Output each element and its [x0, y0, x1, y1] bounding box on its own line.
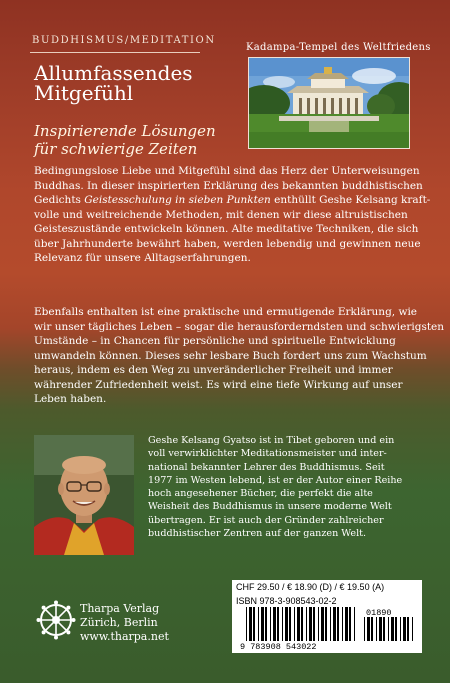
barcode-bar — [309, 607, 312, 641]
temple-photo — [248, 57, 410, 149]
barcode-bar — [364, 617, 365, 641]
barcode-bar — [333, 607, 336, 641]
text-line — [34, 193, 431, 208]
barcode-bar — [342, 607, 343, 641]
barcode-bar — [249, 607, 252, 641]
barcode-bar — [294, 607, 295, 641]
price-label: CHF 29.50 / € 18.90 (D) / € 19.50 (A) — [236, 582, 385, 592]
barcode-bar — [301, 607, 303, 641]
dharma-wheel-logo-icon — [36, 600, 76, 640]
description-paragraph-2 — [34, 305, 445, 407]
text-line: Geshe Kelsang Gyatso ist in Tibet geboren und ein — [148, 435, 395, 446]
barcode-main-digits: 9 783908 543022 — [240, 642, 317, 651]
text-line: Leben haben. — [34, 393, 107, 405]
barcode-bar — [345, 607, 348, 641]
barcode-bar — [313, 607, 315, 641]
text-line: hoch angesehener Bücher, die perfekt die alte — [148, 488, 373, 500]
barcode-bar — [391, 617, 394, 641]
book-title-line2: Mitgefühl — [34, 81, 134, 105]
price-barcode-box — [232, 580, 422, 653]
barcode-bar — [273, 607, 276, 641]
text-line: übertragen. Er ist auch der Gründer zahlreicher — [148, 514, 384, 526]
barcode-bar — [330, 607, 331, 641]
barcode-bar — [388, 617, 389, 641]
text-span: Gedichts — [34, 194, 85, 206]
publisher-city: Zürich, Berlin — [80, 616, 158, 629]
text-line: Relevanz für unsere Alltagserfahrungen. — [34, 252, 251, 264]
barcode-main-bars — [246, 607, 355, 641]
text-line: national bekannter Lehrer des Buddhismus. Seit — [148, 461, 385, 473]
barcode-bar — [412, 617, 413, 641]
barcode-bar — [285, 607, 288, 641]
book-subtitle-line2: für schwierige Zeiten — [34, 140, 198, 158]
category-label: BUDDHISMUS/MEDITATION — [32, 35, 216, 46]
barcode — [236, 607, 418, 651]
barcode-bar — [261, 607, 264, 641]
barcode-addon-digits: 01890 — [366, 608, 392, 618]
text-line: Buddhas. In dieser inspirierten Erklärung des bekannten buddhistischen — [34, 179, 423, 192]
barcode-bar — [383, 617, 385, 641]
barcode-bar — [318, 607, 319, 641]
publisher-name: Tharpa Verlag — [80, 602, 160, 615]
barcode-bar — [282, 607, 283, 641]
book-subtitle-line1: Inspirierende Lösungen — [34, 122, 216, 140]
author-bio — [148, 434, 418, 540]
isbn-label: ISBN 978-3-908543-02-2 — [236, 596, 337, 606]
barcode-bar — [289, 607, 291, 641]
description-paragraph-1 — [34, 164, 431, 266]
category-divider — [30, 52, 200, 53]
barcode-bar — [297, 607, 300, 641]
barcode-bar — [379, 617, 382, 641]
barcode-addon-bars — [364, 617, 413, 641]
text-line: über Jahrhunderte bewährt haben, werden lebendig und gewinnen neue — [34, 237, 421, 250]
barcode-bar — [367, 617, 370, 641]
text-line: Weisheit des Buddhismus in unsere moderne Welt — [148, 501, 392, 513]
text-line: währender Zufriedenheit weist. Es wird eine tiefe Wirkung auf unser — [34, 378, 403, 391]
barcode-bar — [270, 607, 271, 641]
barcode-bar — [321, 607, 324, 641]
book-title-line1: Allumfassendes — [34, 61, 193, 85]
barcode-bar — [400, 617, 401, 641]
barcode-bar — [306, 607, 307, 641]
barcode-bar — [253, 607, 255, 641]
text-line: Umstände – in Chancen für persönliche und spirituelle Entwicklung — [34, 335, 396, 347]
barcode-bar — [376, 617, 377, 641]
barcode-bar — [349, 607, 351, 641]
barcode-bar — [246, 607, 247, 641]
barcode-bar — [277, 607, 279, 641]
text-line: voll verwirklichter Meditationsmeister und inter- — [148, 448, 387, 460]
text-line: wir unser tägliches Leben – sogar die herausforderndsten und schwierigsten — [34, 320, 445, 333]
barcode-bar — [337, 607, 339, 641]
publisher-url: www.tharpa.net — [80, 630, 169, 643]
text-line: 1977 im Westen lebend, ist er der Autor einer Reihe — [148, 474, 403, 486]
barcode-bar — [403, 617, 406, 641]
barcode-bar — [265, 607, 267, 641]
text-line: heraus, indem es den Weg zu unveränderlicher Freiheit und immer — [34, 364, 393, 376]
text-line: Ebenfalls enthalten ist eine praktische und ermutigende Erklärung, wie — [34, 306, 418, 318]
barcode-bar — [371, 617, 373, 641]
author-portrait — [34, 435, 134, 555]
poem-title: Geistesschulung in sieben Punkten — [84, 194, 271, 206]
photo-caption: Kadampa-Tempel des Weltfriedens — [246, 42, 431, 53]
barcode-bar — [354, 607, 355, 641]
text-line: volle und weitreichende Methoden, mit denen wir diese altruistischen — [34, 208, 408, 221]
text-span: enthüllt Geshe Kelsang kraft- — [270, 194, 431, 206]
text-line: Bedingungslose Liebe und Mitgefühl sind das Herz der Unterweisungen — [34, 165, 420, 177]
barcode-bar — [258, 607, 259, 641]
barcode-bar — [395, 617, 397, 641]
publisher-info — [80, 602, 169, 644]
barcode-bar — [407, 617, 409, 641]
text-line: buddhistischer Zentren auf der ganzen Welt. — [148, 528, 367, 540]
text-line: Geisteszustände entwickeln können. Alte meditative Techniken, die sich — [34, 223, 419, 235]
barcode-bar — [325, 607, 327, 641]
text-line: umwandeln können. Dieses sehr lesbare Buch fordert uns zum Wachstum — [34, 349, 427, 362]
